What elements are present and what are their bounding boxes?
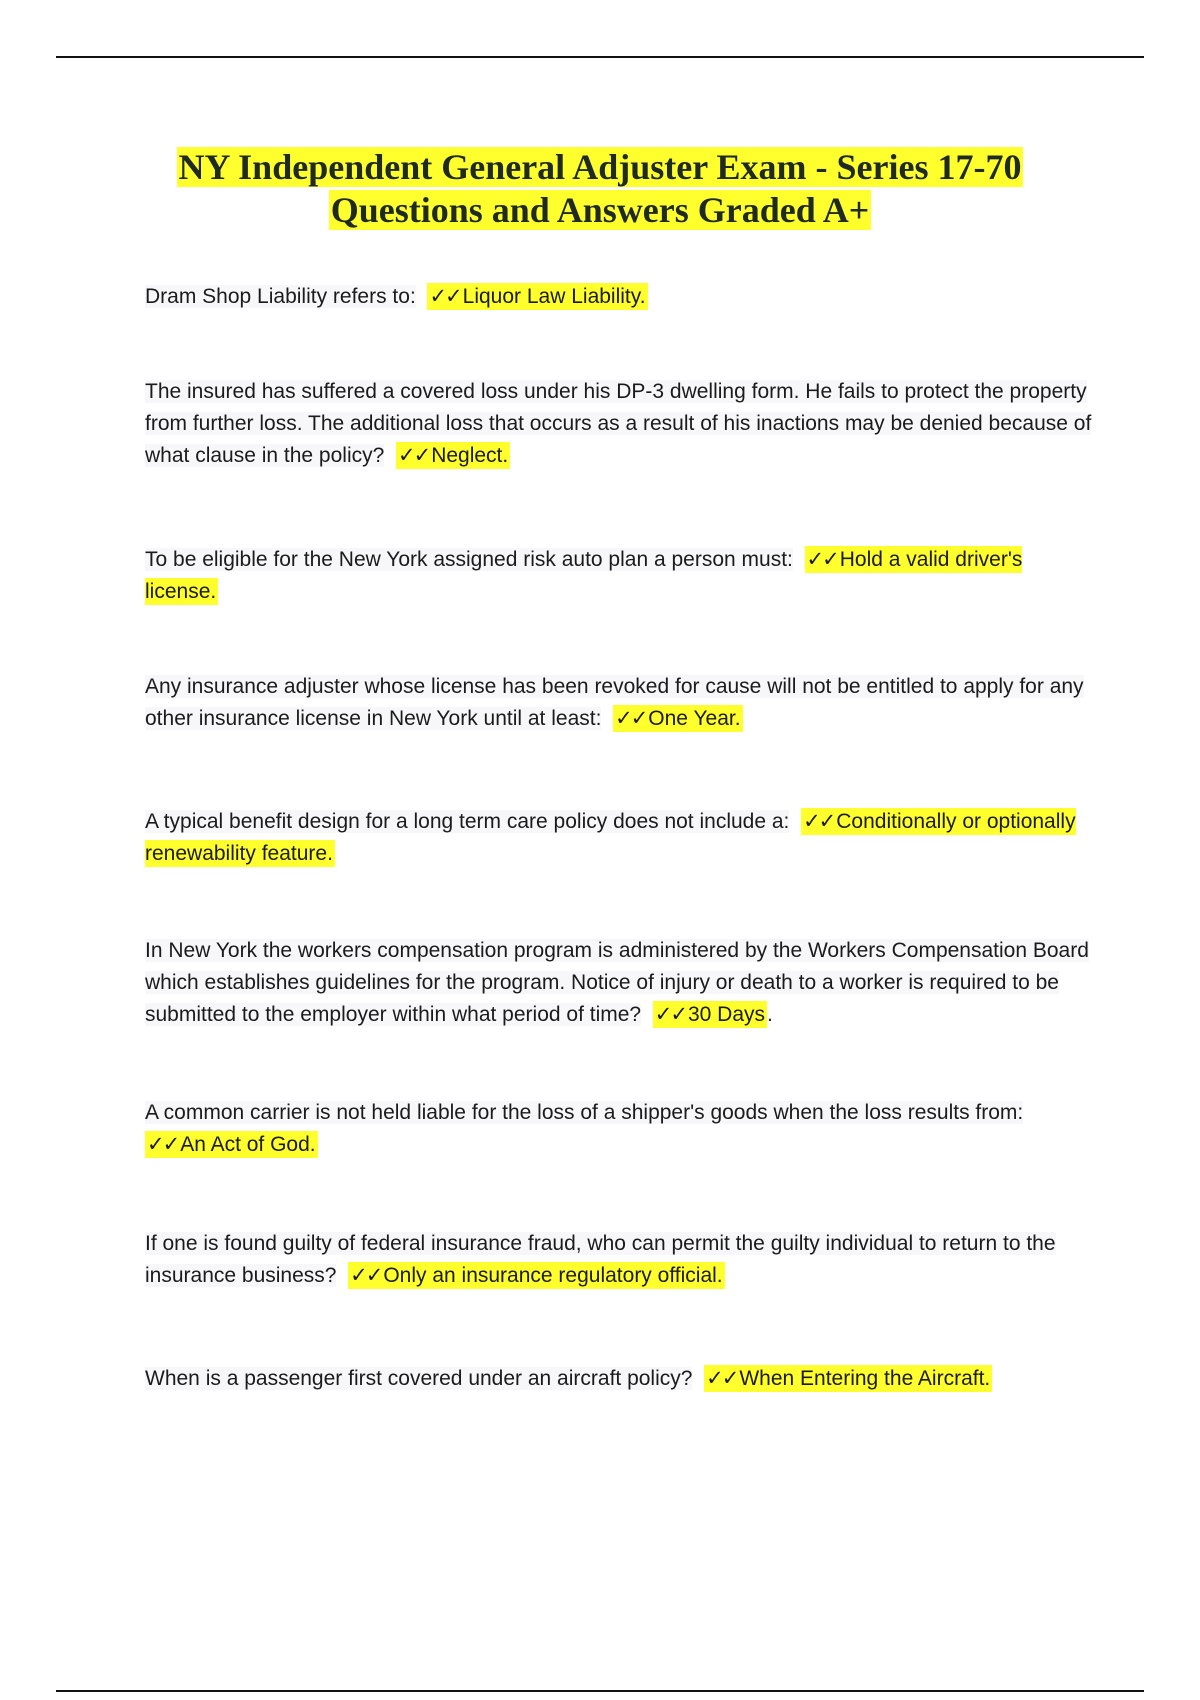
answer-text: Only an insurance regulatory official.: [383, 1264, 723, 1287]
question-text: Any insurance adjuster whose license has been revoked for cause will not be entitled to apply for any other insurance license in New York until at least:: [145, 675, 1084, 730]
double-check-icon: ✓✓: [615, 707, 647, 730]
document-title: [120, 146, 1080, 232]
double-check-icon: ✓✓: [654, 1003, 686, 1026]
qa-item: [145, 544, 1095, 608]
answer-highlight: [396, 442, 510, 469]
double-check-icon: ✓✓: [429, 285, 461, 308]
double-check-icon: ✓✓: [803, 810, 835, 833]
title-line-2: Questions and Answers Graded A+: [330, 190, 870, 230]
question-text: In New York the workers compensation program is administered by the Workers Compensation Board which establishes guidelines for the program. Notice of injury or death to a worker is required to be submitted to the employer within what period of time?: [145, 939, 1089, 1026]
answer-text: One Year.: [648, 707, 741, 730]
double-check-icon: ✓✓: [806, 548, 838, 571]
answer-highlight: [145, 1131, 318, 1158]
qa-item: [145, 376, 1095, 472]
question-text: A common carrier is not held liable for the loss of a shipper's goods when the loss results from:: [145, 1101, 1024, 1124]
question-text: The insured has suffered a covered loss under his DP-3 dwelling form. He fails to protect the property from further loss. The additional loss that occurs as a result of his inactions may be denied because of what clause in the policy?: [145, 380, 1092, 467]
answer-highlight: [427, 283, 647, 310]
answer-highlight: [704, 1365, 992, 1392]
qa-item: [145, 935, 1095, 1031]
double-check-icon: ✓✓: [706, 1367, 738, 1390]
qa-item: [145, 1228, 1095, 1292]
top-rule: [56, 56, 1144, 58]
answer-tail: .: [767, 1003, 773, 1026]
qa-item: [145, 671, 1095, 735]
title-line-1: NY Independent General Adjuster Exam - Series 17-70: [178, 147, 1022, 187]
question-text: Dram Shop Liability refers to:: [145, 285, 416, 308]
question-text: If one is found guilty of federal insurance fraud, who can permit the guilty individual to return to the insurance business?: [145, 1232, 1056, 1287]
answer-highlight: [348, 1262, 725, 1289]
bottom-rule: [56, 1690, 1144, 1692]
question-text: A typical benefit design for a long term care policy does not include a:: [145, 810, 790, 833]
question-text: To be eligible for the New York assigned risk auto plan a person must:: [145, 548, 793, 571]
qa-item: [145, 806, 1095, 870]
answer-text: An Act of God.: [180, 1133, 316, 1156]
qa-item: [145, 1363, 1095, 1395]
answer-text: Liquor Law Liability.: [462, 285, 646, 308]
qa-item: [145, 281, 1095, 313]
answer-text: Hold a valid driver's license.: [145, 548, 1023, 603]
answer-text: Neglect.: [431, 444, 509, 467]
double-check-icon: ✓✓: [397, 444, 430, 467]
answer-highlight: [653, 1001, 767, 1028]
answer-text: When Entering the Aircraft.: [739, 1367, 991, 1390]
answer-highlight: [613, 705, 742, 732]
double-check-icon: ✓✓: [350, 1264, 382, 1287]
qa-item: [145, 1097, 1095, 1161]
double-check-icon: ✓✓: [147, 1133, 179, 1156]
answer-text: Conditionally or optionally renewability feature.: [145, 810, 1076, 865]
question-text: When is a passenger first covered under an aircraft policy?: [145, 1367, 693, 1390]
answer-text: 30 Days: [687, 1003, 766, 1026]
